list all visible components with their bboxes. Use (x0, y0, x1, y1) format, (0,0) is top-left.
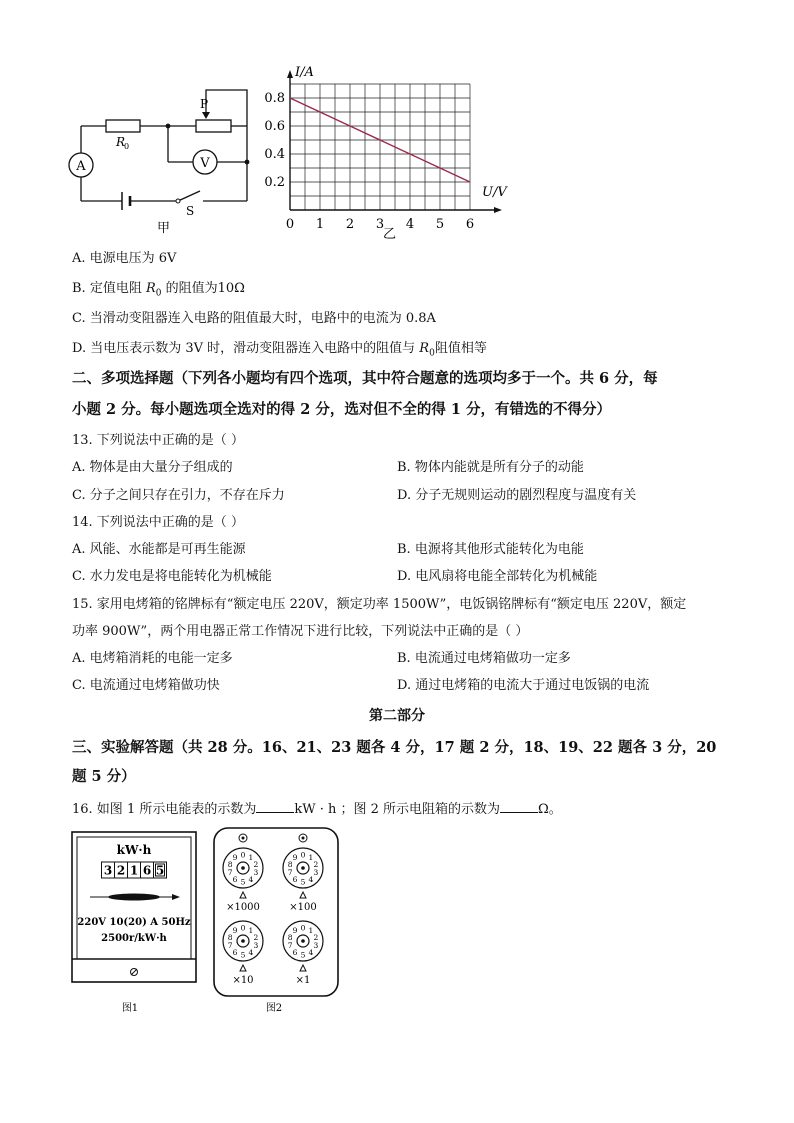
dial-numeral: 8 (287, 859, 293, 869)
q14-option-a: A. 风能、水能都是可再生能源 (72, 542, 246, 557)
dial-numeral: 9 (232, 853, 238, 863)
resistor-r0 (106, 120, 140, 132)
meter-digit: 6 (142, 863, 152, 878)
voltmeter (193, 150, 217, 174)
x-tick-label: 5 (435, 217, 445, 232)
battery (122, 192, 130, 210)
section3-heading-line2: 题 5 分） (72, 768, 136, 785)
r0-symbol: R (145, 281, 156, 296)
svg-text:V: V (200, 156, 210, 171)
q15-option-a: A. 电烤箱消耗的电能一定多 (72, 651, 233, 666)
dial-numeral: 0 (240, 850, 246, 860)
resistance-dial[interactable] (223, 848, 263, 888)
dial-numeral: 5 (300, 877, 306, 887)
dial-multiplier-label: ×100 (289, 902, 317, 913)
dial-numeral: 0 (240, 923, 246, 933)
q16-text-3: Ω。 (538, 802, 562, 817)
q15-stem-line1: 15. 家用电烤箱的铭牌标有“额定电压 220V，额定功率 1500W”，电饭锅铭牌标有“额定电压 220V，额定 (72, 597, 687, 612)
dial-numeral: 1 (308, 926, 314, 936)
dial-numeral: 2 (253, 932, 259, 942)
q14-stem: 14. 下列说法中正确的是（ ） (72, 515, 244, 530)
x-tick-label: 0 (285, 217, 295, 232)
q14-option-d: D. 电风扇将电能全部转化为机械能 (397, 569, 598, 584)
dial-multiplier-label: ×1000 (226, 902, 260, 913)
dial-numeral: 1 (248, 926, 254, 936)
resistance-box-caption: 图2 (265, 1003, 283, 1014)
dial-numeral: 0 (300, 850, 306, 860)
graph-caption: 乙 (383, 227, 397, 242)
dial-numeral: 8 (227, 859, 233, 869)
circuit-diagram (66, 82, 276, 242)
circuit-caption: 甲 (157, 221, 171, 236)
q15-stem-line2: 功率 900W”，两个用电器正常工作情况下进行比较，下列说法中正确的是（ ） (72, 624, 529, 639)
switch-label: S (186, 204, 195, 218)
dial-numeral: 6 (232, 947, 238, 957)
dial-numeral: 0 (300, 923, 306, 933)
q12-option-b-suffix: 的阻值为10Ω (161, 281, 245, 296)
r0-symbol: R (419, 341, 430, 356)
dial-numeral: 7 (227, 868, 233, 878)
q13-option-d: D. 分子无规则运动的剧烈程度与温度有关 (397, 488, 637, 503)
dial-numeral: 6 (292, 874, 298, 884)
dial-numeral: 5 (240, 950, 246, 960)
answer-blank-1[interactable] (256, 800, 294, 813)
resistance-dial[interactable] (283, 921, 323, 961)
q16-text-1: 16. 如图 1 所示电能表的示数为 (72, 802, 257, 817)
dial-numeral: 2 (313, 859, 319, 869)
y-tick-label: 0.4 (264, 147, 285, 162)
meter-spec-1: 220V 10(20) A 50Hz (77, 917, 191, 928)
dial-numeral: 7 (287, 868, 293, 878)
meter-spec-2: 2500r/kW·h (101, 933, 167, 944)
meter-digit: 1 (129, 863, 139, 878)
dial-numeral: 4 (248, 947, 254, 957)
q12-option-c: C. 当滑动变阻器连入电路的阻值最大时，电路中的电流为 0.8A (72, 311, 436, 326)
graph-grid (290, 84, 470, 210)
slider-label: P (200, 97, 209, 111)
meter-caption: 图1 (121, 1003, 139, 1014)
x-tick-label: 1 (315, 217, 325, 232)
resistance-dial[interactable] (223, 921, 263, 961)
section2-heading-line2: 小题 2 分。每小题选项全选对的得 2 分，选对但不全的得 1 分，有错选的不得分） (72, 401, 612, 418)
dial-multiplier-label: ×1 (295, 975, 311, 986)
dial-numeral: 5 (300, 950, 306, 960)
q13-option-a: A. 物体是由大量分子组成的 (72, 460, 233, 475)
q15-option-c: C. 电流通过电烤箱做功快 (72, 678, 220, 693)
dial-numeral: 7 (287, 941, 293, 951)
meter-digit: 3 (103, 863, 113, 878)
q12-option-d-prefix: D. 当电压表示数为 3V 时，滑动变阻器连入电路中的阻值与 (72, 341, 420, 356)
dial-multiplier-label: ×10 (232, 975, 254, 986)
x-tick-label: 3 (375, 217, 385, 232)
dial-numeral: 6 (292, 947, 298, 957)
x-tick-label: 6 (465, 217, 475, 232)
y-axis-label: I/A (295, 65, 314, 80)
dial-numeral: 6 (232, 874, 238, 884)
dial-numeral: 4 (308, 947, 314, 957)
dial-numeral: 3 (253, 868, 259, 878)
dial-numeral: 2 (253, 859, 259, 869)
resistance-box (208, 824, 344, 1018)
dial-numeral: 2 (313, 932, 319, 942)
q14-option-c: C. 水力发电是将电能转化为机械能 (72, 569, 272, 584)
q16-stem (72, 800, 562, 819)
dial-numeral: 8 (287, 932, 293, 942)
dial-numeral: 1 (248, 853, 254, 863)
q13-stem: 13. 下列说法中正确的是（ ） (72, 433, 244, 448)
rheostat (196, 120, 231, 132)
q13-option-c: C. 分子之间只存在引力，不存在斥力 (72, 488, 285, 503)
meter-unit: kW·h (116, 843, 152, 857)
q14-option-b: B. 电源将其他形式能转化为电能 (397, 542, 584, 557)
dial-numeral: 7 (227, 941, 233, 951)
q12-option-b-prefix: B. 定值电阻 (72, 281, 146, 296)
y-tick-label: 0.6 (264, 119, 285, 134)
dial-numeral: 4 (248, 874, 254, 884)
section2-heading-line1: 二、多项选择题（下列各小题均有四个选项，其中符合题意的选项均多于一个。共 6 分，每 (72, 370, 658, 387)
x-tick-label: 2 (345, 217, 355, 232)
dial-numeral: 3 (253, 941, 259, 951)
answer-blank-2[interactable] (500, 800, 538, 813)
q12-option-b (72, 280, 245, 303)
dial-numeral: 9 (292, 926, 298, 936)
y-tick-label: 0.8 (264, 91, 285, 106)
dial-numeral: 9 (232, 926, 238, 936)
dial-numeral: 3 (313, 868, 319, 878)
energy-meter (68, 828, 202, 1018)
q12-option-d (72, 340, 487, 363)
x-tick-label: 4 (405, 217, 415, 232)
part2-title: 第二部分 (369, 708, 425, 724)
q16-text-2: kW · h ；图 2 所示电阻箱的示数为 (294, 802, 501, 817)
dial-numeral: 8 (227, 932, 233, 942)
meter-digit: 2 (116, 863, 126, 878)
svg-text:A: A (76, 159, 86, 174)
r0-subscript: 0 (155, 288, 162, 299)
y-tick-label: 0.2 (264, 175, 285, 190)
resistor-subscript: 0 (124, 142, 130, 151)
q12-option-a: A. 电源电压为 6V (72, 251, 177, 266)
q15-option-b: B. 电流通过电烤箱做功一定多 (397, 651, 571, 666)
dial-numeral: 9 (292, 853, 298, 863)
r0-subscript: 0 (429, 348, 435, 359)
iu-graph (262, 58, 522, 243)
section3-heading-line1: 三、实验解答题（共 28 分。16、21、23 题各 4 分，17 题 2 分，18、19、22 题各 3 分，20 (72, 739, 717, 756)
q13-option-b: B. 物体内能就是所有分子的动能 (397, 460, 584, 475)
q12-option-d-suffix: 阻值相等 (434, 341, 487, 356)
x-axis-label: U/V (482, 185, 507, 200)
ammeter (69, 153, 93, 177)
dial-numeral: 1 (308, 853, 314, 863)
resistance-dial[interactable] (283, 848, 323, 888)
q15-option-d: D. 通过电烤箱的电流大于通过电饭锅的电流 (397, 678, 650, 693)
dial-numeral: 4 (308, 874, 314, 884)
dial-numeral: 3 (313, 941, 319, 951)
meter-digit: 5 (155, 863, 165, 878)
resistor-label: R (116, 135, 126, 149)
dial-numeral: 5 (240, 877, 246, 887)
